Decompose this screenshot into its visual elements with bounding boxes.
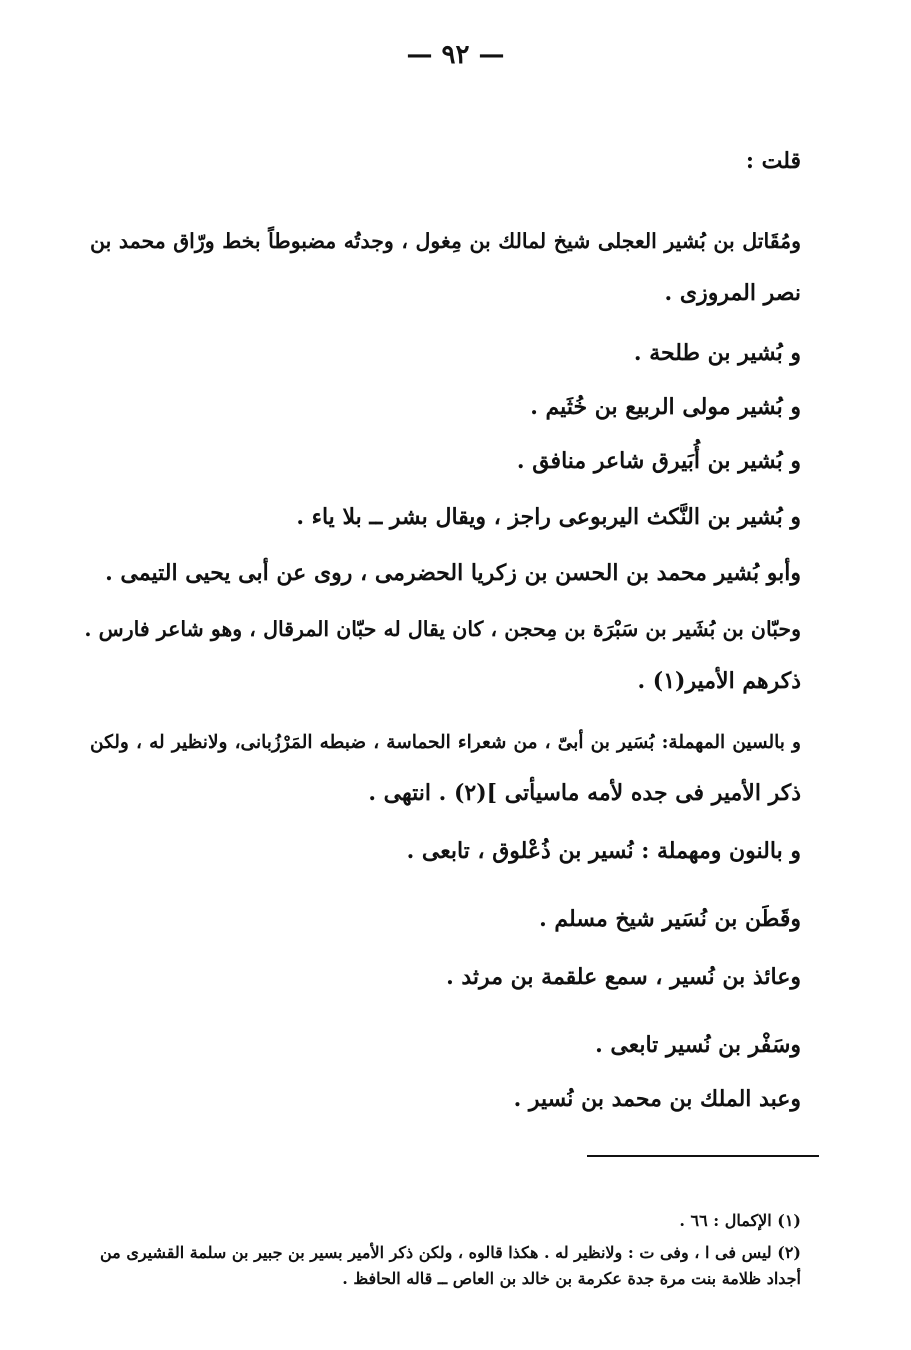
footnote: (٢) ليس فى ا ، وفى ت : ولانظير له . هكذا قالوه ، ولكن ذكر الأمير بسير بن جبير بن سلمة القشيرى من xyxy=(100,1243,801,1262)
page-number: — ٩٢ — xyxy=(406,40,505,70)
text-line: و بُشير مولى الربيع بن خُثَيم . xyxy=(530,394,801,420)
text-line: ذكر الأمير فى جده لأمه ماسيأتى ](٢) . انتهى . xyxy=(368,780,801,806)
footnote: أجداد ظلامة بنت مرة جدة عكرمة بن خالد بن العاص ــ قاله الحافظ . xyxy=(342,1269,801,1288)
text-line: وعائذ بن نُسير ، سمع علقمة بن مرثد . xyxy=(446,964,801,990)
text-line: وأبو بُشير محمد بن الحسن بن زكريا الحضرمى ، روى عن أبى يحيى التيمى . xyxy=(105,560,801,586)
text-line: و بالنون ومهملة : نُسير بن ذُعْلوق ، تابعى . xyxy=(406,838,801,864)
text-line: نصر المروزى . xyxy=(664,280,801,306)
footnote: (١) الإكمال : ٦٦ . xyxy=(679,1211,801,1230)
text-line: وحبّان بن بُشَير بن سَبْرَة بن مِحجن ، كان يقال له حبّان المرقال ، وهو شاعر فارس . xyxy=(84,617,801,641)
text-line: ذكرهم الأمير(١) . xyxy=(637,668,801,694)
text-line: و بُشير بن أُبَيرق شاعر منافق . xyxy=(516,448,801,474)
footnote-separator xyxy=(587,1155,819,1157)
text-line: ومُقَاتل بن بُشير العجلى شيخ لمالك بن مِغول ، وجدتُه مضبوطاً بخط ورّاق محمد بن xyxy=(90,229,801,253)
text-line: و بُشير بن طلحة . xyxy=(633,340,801,366)
text-line: و بُشير بن النَّكث اليربوعى راجز ، ويقال بشر ــ بلا ياء . xyxy=(296,504,801,530)
text-line: وسَفْر بن نُسير تابعى . xyxy=(595,1032,801,1058)
text-line: و بالسين المهملة: بُسَير بن أبىّ ، من شعراء الحماسة ، ضبطه المَرْزُبانى، ولانظير له ، ولكن xyxy=(90,732,801,753)
text-line: وعبد الملك بن محمد بن نُسير . xyxy=(513,1086,801,1112)
text-line: وقَطَن بن نُسَير شيخ مسلم . xyxy=(539,906,801,932)
section-heading: قلت : xyxy=(745,148,801,174)
